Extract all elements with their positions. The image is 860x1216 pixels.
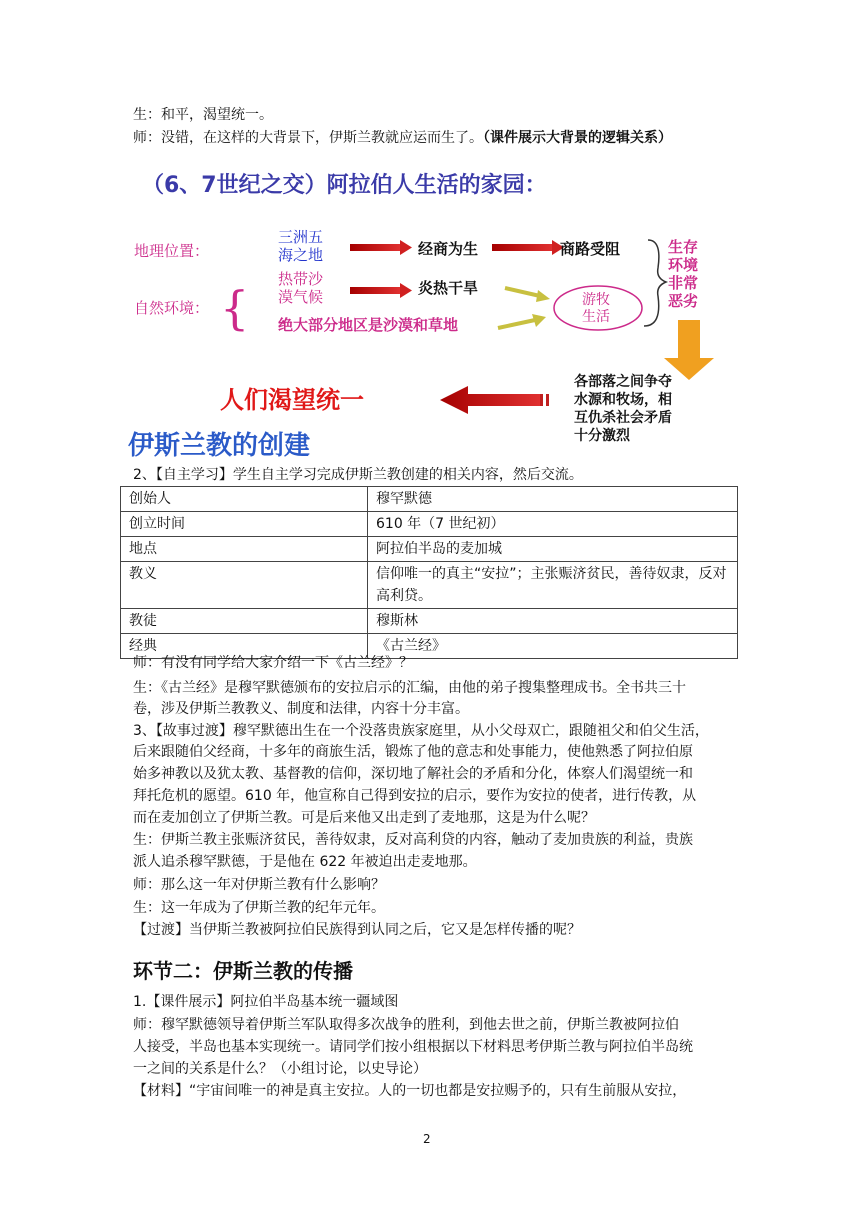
- table-row: [121, 537, 738, 562]
- table-row: [121, 562, 738, 609]
- text-line: 生：和平，渴望统一。: [133, 107, 273, 123]
- para-line: 卷，涉及伊斯兰教教义、制度和法律，内容十分丰富。: [133, 701, 469, 717]
- arrow-icon: [505, 288, 540, 296]
- para-line: 1.【课件展示】阿拉伯半岛基本统一疆域图: [133, 994, 399, 1010]
- para-line: 拜托危机的愿望。610 年，他宣称自己得到安拉的启示，要作为安拉的使者，进行传教，从: [133, 788, 697, 804]
- para-line: 师：那么这一年对伊斯兰教有什么影响？: [133, 877, 385, 893]
- para-line: 而在麦加创立了伊斯兰教。可是后来他又出走到了麦地那，这是为什么呢？: [133, 810, 595, 826]
- para-line: 生：这一年成为了伊斯兰教的纪年元年。: [133, 900, 385, 916]
- table-row: [121, 512, 738, 537]
- env-4: 恶劣: [668, 292, 699, 310]
- arrow-shaft: [492, 244, 552, 251]
- arrow-head-icon: [536, 290, 550, 302]
- geo-2: 经商为生: [418, 240, 479, 258]
- table-key: 创立时间: [121, 512, 368, 537]
- para-line: 生：伊斯兰教主张赈济贫民，善待奴隶，反对高利贷的内容，触动了麦加贵族的利益，贵族: [133, 832, 693, 848]
- table-row: [121, 487, 738, 512]
- table-row: [121, 609, 738, 634]
- conflict-1: 各部落之间争夺: [574, 374, 672, 390]
- para-line: 后来跟随伯父经商，十多年的商旅生活，锻炼了他的意志和处事能力，使他熟悉了阿拉伯原: [133, 744, 693, 760]
- table-value: 《古兰经》: [368, 634, 738, 659]
- arrow-icon: [498, 320, 535, 328]
- conflict-4: 十分激烈: [574, 428, 630, 444]
- arrow-shaft: [350, 244, 400, 251]
- unify-text: 人们渴望统一: [220, 386, 364, 414]
- arrow-head-icon: [400, 283, 412, 298]
- table-key: 教义: [121, 562, 368, 609]
- para-line: 师：穆罕默德领导着伊斯兰军队取得多次战争的胜利，到他去世之前，伊斯兰教被阿拉伯: [133, 1017, 679, 1033]
- para-line: 人接受，半岛也基本实现统一。请同学们按小组根据以下材料思考伊斯兰教与阿拉伯半岛统: [133, 1039, 693, 1055]
- env-1: 生存: [668, 238, 699, 256]
- arrow-tail: [546, 394, 549, 406]
- nomad-b: 生活: [582, 309, 610, 325]
- para-line: 【材料】“宇宙间唯一的神是真主安拉。人的一切也都是安拉赐予的，只有生前服从安拉，: [133, 1083, 687, 1099]
- table-key: 地点: [121, 537, 368, 562]
- founding-table: [120, 486, 738, 659]
- text-line: [133, 129, 672, 147]
- section-title: 伊斯兰教的创建: [128, 431, 311, 460]
- diagram-title: （6、7世纪之交）阿拉伯人生活的家园：: [142, 173, 547, 198]
- section-heading: 环节二：伊斯兰教的传播: [133, 959, 353, 983]
- arrow-shaft: [350, 287, 400, 294]
- geo-3: 商路受阻: [560, 240, 621, 258]
- nat-3: 绝大部分地区是沙漠和草地: [278, 316, 459, 334]
- para-line: 生：《古兰经》是穆罕默德颁布的安拉启示的汇编，由他的弟子搜集整理成书。全书共三十: [133, 680, 686, 696]
- conflict-2: 水源和牧场，相: [574, 392, 672, 408]
- geo-label: 地理位置：: [134, 242, 210, 260]
- table-key: 创始人: [121, 487, 368, 512]
- para-line: 师：有没有同学给大家介绍一下《古兰经》？: [133, 655, 413, 671]
- conflict-3: 互仇杀社会矛盾: [574, 410, 672, 426]
- arrow-head-icon: [532, 314, 546, 327]
- table-value: 信仰唯一的真主“安拉”；主张赈济贫民，善待奴隶，反对高利贷。: [368, 562, 738, 609]
- nomad-a: 游牧: [582, 292, 610, 308]
- nat-1a: 热带沙: [278, 270, 324, 288]
- arrow-tail: [540, 394, 543, 406]
- para-line: 始多神教以及犹太教、基督教的信仰，深切地了解社会的矛盾和分化，体察人们渴望统一和: [133, 766, 693, 782]
- para-line: 3、【故事过渡】穆罕默德出生在一个没落贵族家庭里，从小父母双亡，跟随祖父和伯父生活，: [133, 723, 709, 739]
- page-number: 2: [423, 1132, 431, 1146]
- text-span: 师：没错，在这样的大背景下，伊斯兰教就应运而生了。: [133, 130, 483, 146]
- table-value: 穆斯林: [368, 609, 738, 634]
- table-key: 经典: [121, 634, 368, 659]
- down-arrow-shaft: [678, 320, 700, 358]
- left-arrow-icon: [440, 386, 540, 414]
- table-value: 穆罕默德: [368, 487, 738, 512]
- env-3: 非常: [668, 274, 699, 292]
- nature-label: 自然环境：: [134, 299, 210, 317]
- table-value: 610 年（7 世纪初）: [368, 512, 738, 537]
- table-value: 阿拉伯半岛的麦加城: [368, 537, 738, 562]
- nat-2: 炎热干旱: [418, 279, 479, 297]
- para-line: 一之间的关系是什么？（小组讨论，以史导论）: [133, 1061, 427, 1077]
- nat-1b: 漠气候: [278, 288, 324, 306]
- geo-1b: 海之地: [278, 246, 324, 264]
- table-key: 教徒: [121, 609, 368, 634]
- arrow-head-icon: [400, 240, 412, 255]
- env-2: 环境: [668, 256, 699, 274]
- text-span-bold: （课件展示大背景的逻辑关系）: [483, 130, 672, 146]
- history-diagram: [120, 160, 740, 460]
- para-line: 【过渡】当伊斯兰教被阿拉伯民族得到认同之后，它又是怎样传播的呢？: [133, 922, 581, 938]
- right-brace-icon: [644, 240, 666, 326]
- geo-1a: 三洲五: [278, 228, 324, 246]
- brace-icon: {: [220, 281, 250, 335]
- para-line: 派人追杀穆罕默德，于是他在 622 年被迫出走麦地那。: [133, 854, 477, 870]
- intro-line: 2、【自主学习】学生自主学习完成伊斯兰教创建的相关内容，然后交流。: [133, 467, 583, 483]
